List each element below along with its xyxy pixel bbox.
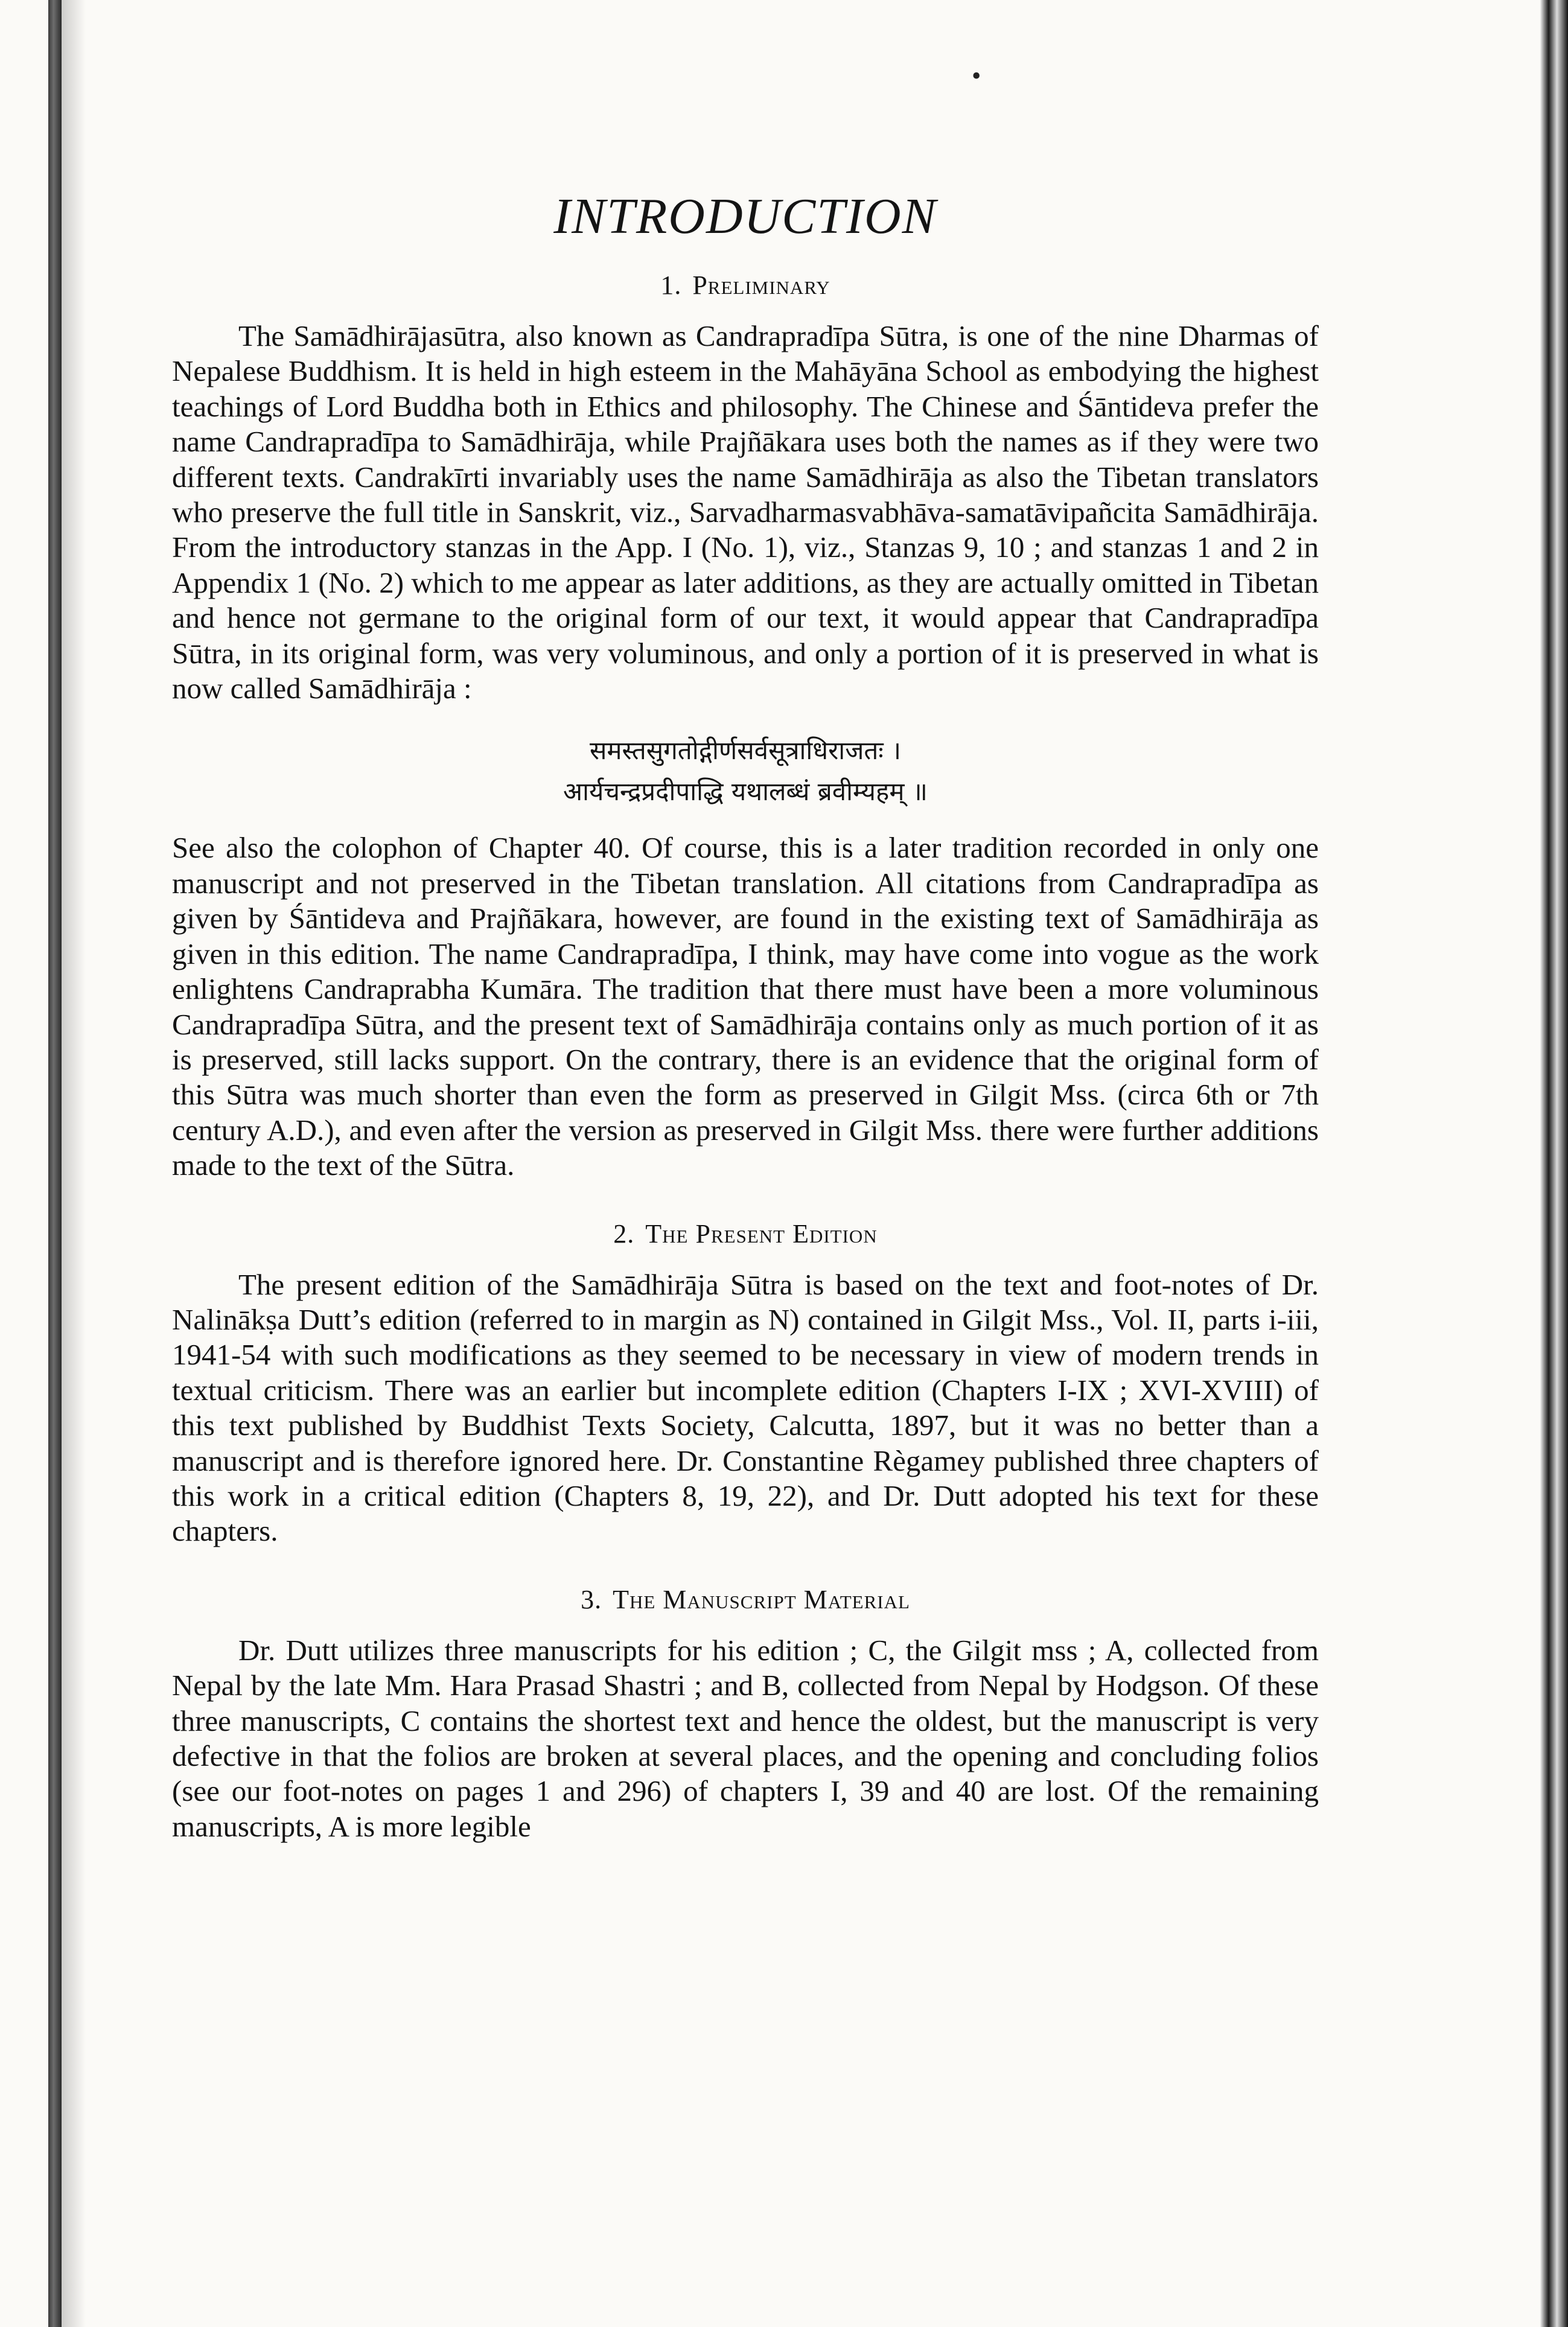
section-title: Preliminary xyxy=(692,270,830,300)
section-title: The Manuscript Material xyxy=(613,1584,910,1614)
section-number: 2. xyxy=(613,1218,635,1249)
gutter-shadow xyxy=(62,0,86,2327)
section-heading-2 xyxy=(172,1218,1319,1249)
page-content xyxy=(172,169,1319,1844)
sanskrit-verse xyxy=(172,730,1319,812)
verse-line: समस्तसुगतोद्गीर्णसर्वसूत्राधिराजतः । xyxy=(589,736,902,766)
section-title: The Present Edition xyxy=(645,1218,878,1249)
section-number: 3. xyxy=(581,1584,602,1614)
paragraph: See also the colophon of Chapter 40. Of course, this is a later tradition recorded in only one manuscript and not preserved in the Tibetan translation. All citations from Candrapradīpa as given by Śāntideva and Prajñākara, however, are found in the existing text of Samādhirāja as given in this edition. The name Candrapradīpa, I think, may have come into vogue as the work enlightens Candraprabha Kumāra. The tradition that there must have been a more voluminous Candrapradīpa Sūtra, and the present text of Samādhirāja contains only as much portion of it as is preserved, still lacks support. On the contrary, there is an evidence that the original form of this Sūtra was much shorter than even the form as preserved in Gilgit Mss. (circa 6th or 7th century A.D.), and even after the version as preserved in Gilgit Mss. there were further additions made to the text of the Sūtra. xyxy=(172,831,1319,1182)
paragraph: The Samādhirājasūtra, also known as Candrapradīpa Sūtra, is one of the nine Dharmas of Nepalese Buddhism. It is held in high esteem in the Mahāyāna School as embodying the highest teachings of Lord Buddha both in Ethics and philosophy. The Chinese and Śāntideva prefer the name Candrapradīpa to Samādhirāja, while Prajñākara uses both the names as if they were two different texts. Candrakīrti invariably uses the name Samādhirāja as also the Tibetan translators who preserve the full title in Sanskrit, viz., Sarvadharmasvabhāva-samatāvipañcita Samādhirāja. From the introductory stanzas in the App. I (No. 1), viz., Stanzas 9, 10 ; and stanzas 1 and 2 in Appendix 1 (No. 2) which to me appear as later additions, as they are actually omitted in Tibetan and hence not germane to the original form of our text, it would appear that Candrapradīpa Sūtra, in its original form, was very voluminous, and only a portion of it is preserved in what is now called Samādhirāja : xyxy=(172,319,1319,705)
section-number: 1. xyxy=(660,270,682,300)
section-heading-3 xyxy=(172,1584,1319,1615)
book-edge-right xyxy=(1540,0,1568,2327)
paragraph: Dr. Dutt utilizes three manuscripts for his edition ; C, the Gilgit mss ; A, collected from Nepal by the late Mm. Hara Prasad Shastri ; and B, collected from Nepal by Hodgson. Of these three manuscripts, C contains the shortest text and hence the oldest, but the manuscript is very defective in that the folios are broken at several places, and the opening and concluding folios (see our foot-notes on pages 1 and 296) of chapters I, 39 and 40 are lost. Of the remaining manuscripts, A is more legible xyxy=(172,1633,1319,1843)
book-spine-left xyxy=(48,0,62,2327)
page-title: INTRODUCTION xyxy=(553,188,937,244)
section-heading-1 xyxy=(172,270,1319,301)
speck-mark: • xyxy=(972,61,981,91)
paragraph: The present edition of the Samādhirāja Sūtra is based on the text and foot-notes of Dr. Nalinākṣa Dutt’s edition (referred to in margin as N) contained in Gilgit Mss., Vol. II, parts i-iii, 1941-54 with such modifications as they seemed to be necessary in view of modern trends in textual criticism. There was an earlier but incomplete edition (Chapters I-IX ; XVI-XVIII) of this text published by Buddhist Texts Society, Calcutta, 1897, but it was no better than a manuscript and is therefore ignored here. Dr. Constantine Règamey published three chapters of this work in a critical edition (Chapters 8, 19, 22), and Dr. Dutt adopted his text for these chapters. xyxy=(172,1267,1319,1548)
verse-line: आर्यचन्द्रप्रदीपाद्धि यथालब्धं ब्रवीम्यहम् ॥ xyxy=(563,777,928,807)
